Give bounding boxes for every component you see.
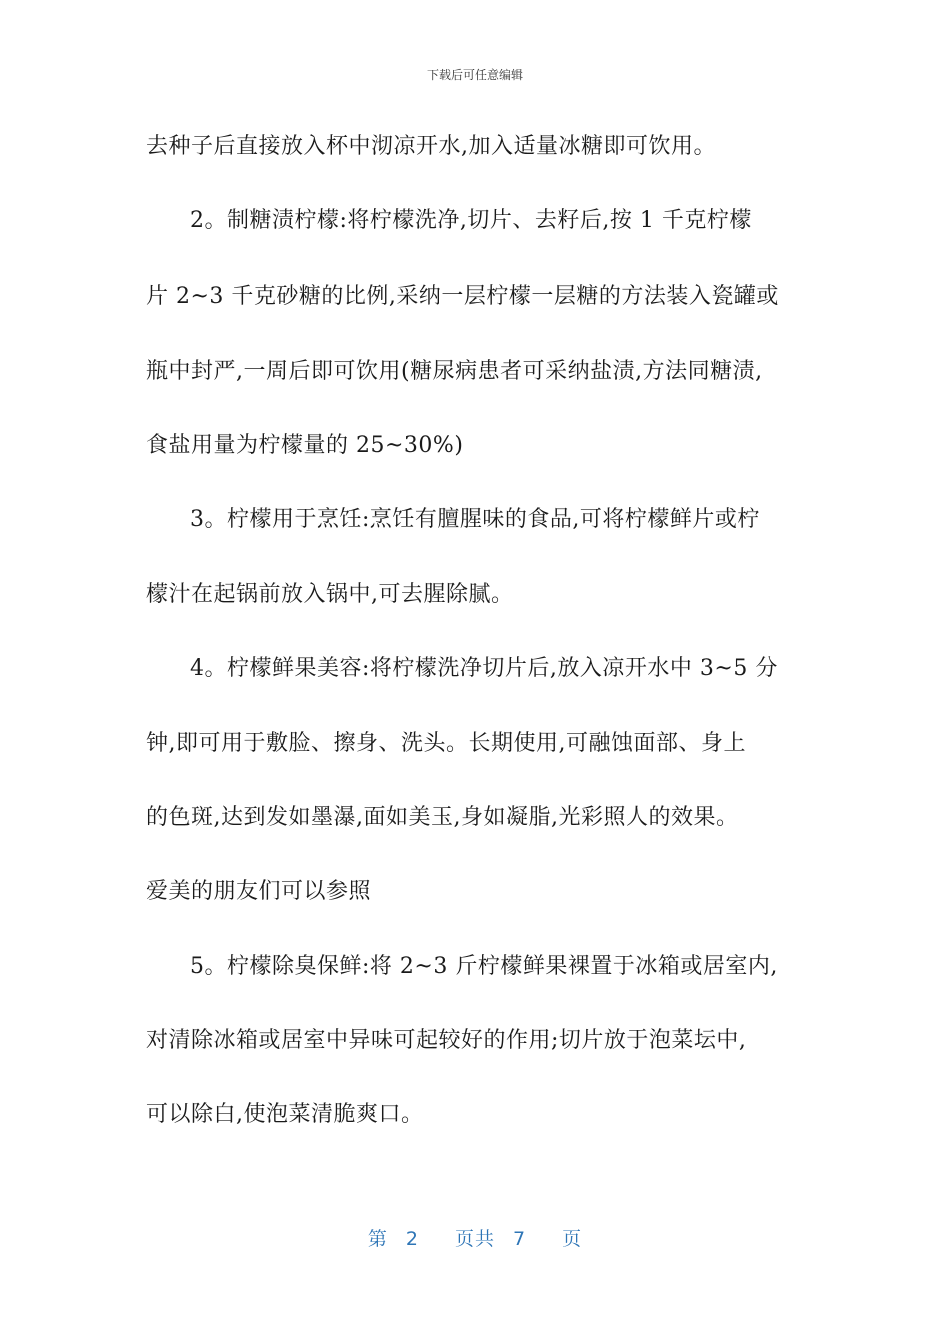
text-line: 爱美的朋友们可以参照 [146, 879, 372, 904]
text-line: 3。柠檬用于烹饪:烹饪有膻腥味的食品,可将柠檬鲜片或柠 [190, 507, 760, 532]
page-footer [0, 1224, 950, 1251]
text-line: 去种子后直接放入杯中沏凉开水,加入适量冰糖即可饮用。 [146, 134, 716, 159]
text-line: 檬汁在起锅前放入锅中,可去腥除腻。 [146, 582, 514, 607]
text-line: 食盐用量为柠檬量的 25~30%) [146, 433, 464, 458]
text-line: 瓶中封严,一周后即可饮用(糖尿病患者可采纳盐渍,方法同糖渍, [146, 359, 763, 384]
text-line: 对清除冰箱或居室中异味可起较好的作用;切片放于泡菜坛中, [146, 1028, 747, 1053]
text-line: 可以除白,使泡菜清脆爽口。 [146, 1102, 424, 1127]
text-line: 4。柠檬鲜果美容:将柠檬洗净切片后,放入凉开水中 3~5 分 [190, 656, 778, 681]
current-page-number: 2 [405, 1228, 419, 1250]
text-line: 的色斑,达到发如墨瀑,面如美玉,身如凝脂,光彩照人的效果。 [146, 805, 739, 830]
footer-suffix: 页 [562, 1228, 583, 1250]
footer-prefix: 第 [367, 1228, 388, 1250]
page-header: 下载后可任意编辑 [426, 68, 523, 82]
total-page-number: 7 [513, 1228, 527, 1250]
text-line: 钟,即可用于敷脸、擦身、洗头。长期使用,可融蚀面部、身上 [146, 731, 746, 756]
text-line: 2。制糖渍柠檬:将柠檬洗净,切片、去籽后,按 1 千克柠檬 [190, 208, 752, 233]
footer-middle: 页共 [454, 1228, 495, 1250]
text-line: 片 2~3 千克砂糖的比例,采纳一层柠檬一层糖的方法装入瓷罐或 [146, 284, 779, 309]
text-line: 5。柠檬除臭保鲜:将 2~3 斤柠檬鲜果裸置于冰箱或居室内, [190, 954, 778, 979]
